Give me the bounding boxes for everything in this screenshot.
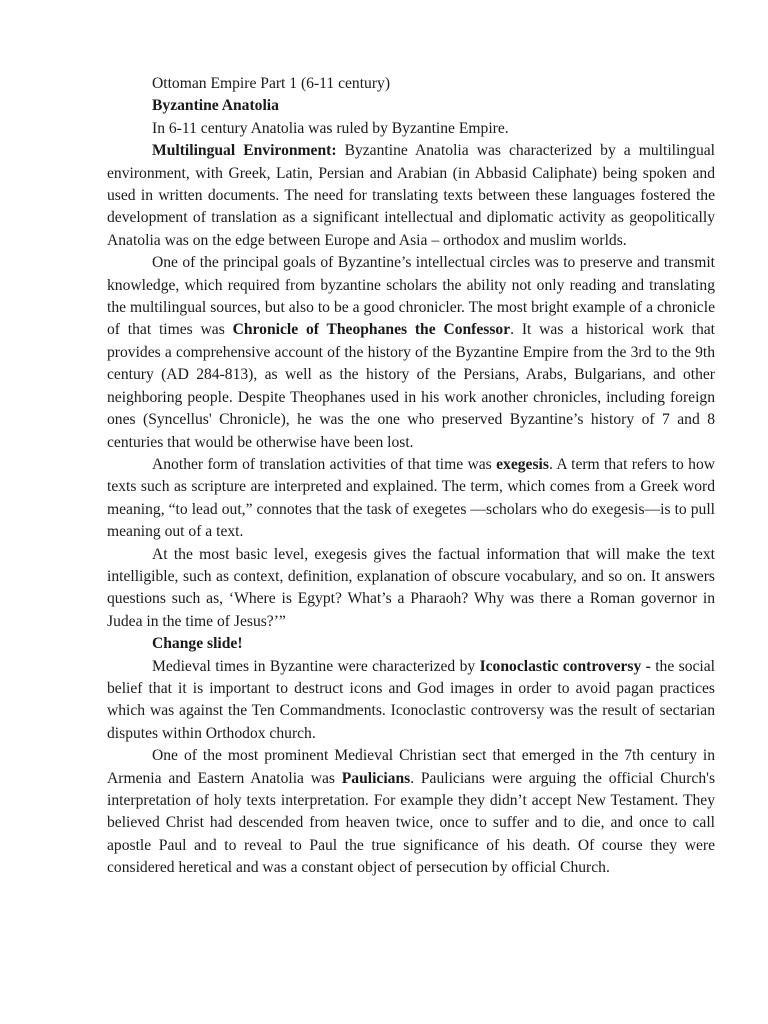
- iconoclasm-term: Iconoclastic controversy -: [479, 657, 651, 675]
- paulicians-text-after: . Paulicians were arguing the official Church's interpretation of holy texts interpretation. For example they didn’t accept New Testament. They believed Christ had descended from heaven twice, once to suffer and to die, and once to call apostle Paul and to reveal to Paul the true significance of his death. Of course they were considered heretical and was a constant object of persecution by official Church.: [107, 769, 716, 877]
- basic-level-paragraph: At the most basic level, exegesis gives the factual information that will make the text intelligible, such as context, definition, explanation of obscure vocabulary, and so on. It answers questions such as, ‘Where is Egypt? What’s a Pharaoh? Why was there a Roman governor in Judea in the time of Jesus?’”: [107, 545, 715, 630]
- chronicle-title: Chronicle of Theophanes the Confessor: [232, 321, 511, 339]
- chronicle-text-after: . It was a historical work that provides a comprehensive account of the history of the Byzantine Empire from the 3rd to the 9th century (AD 284-813), as well as the history of the Persians, Arabs, Bulgarians, and other neighboring people. Despite Theophanes used in his work another chronicles, including foreign ones (Syncellus' Chronicle), he was the one who preserved Byzantine’s history of 7 and 8 centuries that would be otherwise have been lost.: [107, 321, 715, 451]
- paulicians-term: Paulicians: [341, 769, 411, 787]
- paulicians-paragraph: [107, 745, 715, 879]
- multilingual-text: Byzantine Anatolia was characterized by a multilingual environment, with Greek, Latin, Persian and Arabian (in Abbasid Caliphate) being spoken and used in written documents. The need for translating texts between these languages fostered the development of translation as a significant intellectual and diplomatic activity as geopolitically Anatolia was on the edge between Europe and Asia – orthodox and muslim worlds.: [107, 142, 715, 249]
- exegesis-text-before: Another form of translation activities of that time was: [152, 455, 497, 473]
- intro-paragraph: In 6-11 century Anatolia was ruled by Byzantine Empire.: [152, 119, 509, 137]
- paulicians-text-before: One of the most prominent Medieval Christian sect that emerged in the 7th century in Armenia and Eastern Anatolia was: [107, 747, 715, 787]
- section-heading-text: Byzantine Anatolia: [152, 97, 279, 115]
- iconoclasm-text-after: the social belief that it is important to destruct icons and God images in order to avoid pagan practices which was against the Ten Commandments. Iconoclastic controversy was the result of sectarian disputes within Orthodox church.: [107, 657, 715, 742]
- iconoclasm-text-before: Medieval times in Byzantine were characterized by: [152, 657, 480, 675]
- multilingual-paragraph: [107, 140, 715, 252]
- change-slide-text: Change slide!: [152, 635, 243, 653]
- document-title: Ottoman Empire Part 1 (6-11 century): [152, 75, 391, 92]
- iconoclasm-paragraph: [107, 656, 715, 746]
- chronicle-paragraph: [107, 252, 715, 454]
- section-heading: [107, 95, 715, 117]
- exegesis-paragraph: [107, 454, 715, 544]
- chronicle-text-before: One of the principal goals of Byzantine’s intellectual circles was to preserve and transmit knowledge, which required from byzantine scholars the ability not only reading and translating the multilingual sources, but also to be a good chronicler. The most bright example of a chronicle of that times was: [107, 254, 715, 339]
- exegesis-term: exegesis: [496, 455, 549, 473]
- change-slide-note: [107, 633, 715, 655]
- document-page: [107, 73, 715, 880]
- exegesis-text-after: . A term that refers to how texts such as scripture are interpreted and explained. The term, which comes from a Greek word meaning, “to lead out,” connotes that the task of exegetes —scholars who do exegesis—is to pull meaning out of a text.: [107, 455, 715, 541]
- multilingual-label: Multilingual Environment:: [152, 142, 337, 160]
